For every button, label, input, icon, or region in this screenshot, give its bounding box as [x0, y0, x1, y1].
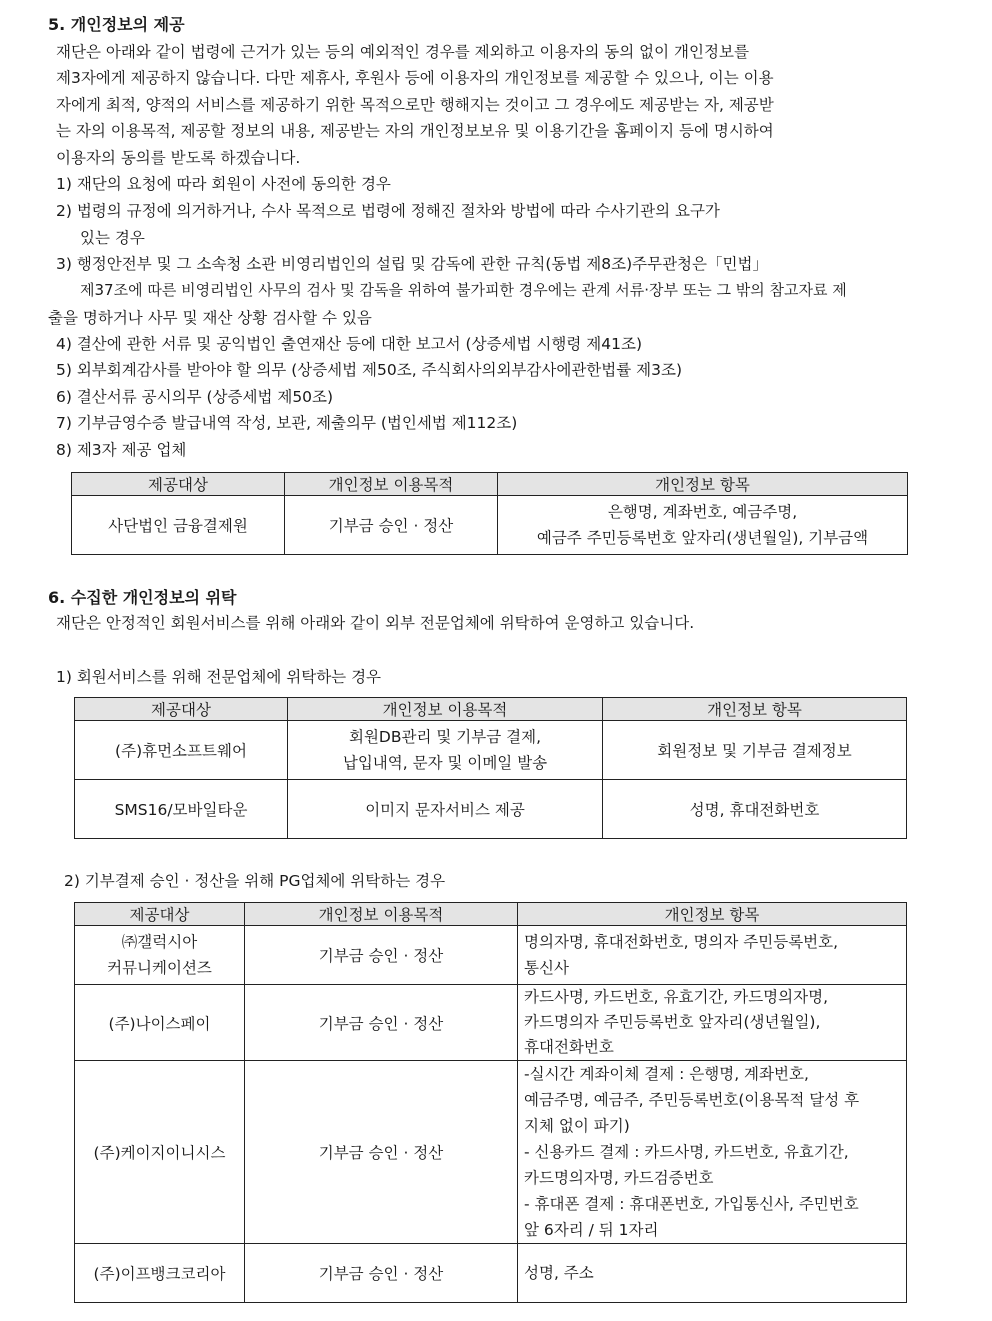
cell-items: 성명, 주소	[518, 1244, 907, 1303]
table-row	[75, 721, 907, 780]
cell-items: 성명, 휴대전화번호	[603, 780, 907, 839]
sec5-item: 제37조에 따른 비영리법인 사무의 검사 및 감독을 위하여 불가피한 경우에는 관계 서류·장부 또는 그 밖의 참고자료 제	[80, 281, 847, 299]
cell-items: 카드사명, 카드번호, 유효기간, 카드명의자명, 카드명의자 주민등록번호 앞자리(생년월일), 휴대전화번호	[518, 985, 907, 1061]
sec5-item: 6) 결산서류 공시의무 (상증세법 제50조)	[56, 388, 334, 406]
sec5-item: 2) 법령의 규정에 의거하거나, 수사 목적으로 법령에 정해진 절차와 방법에 따라 수사기관의 요구가	[56, 202, 720, 220]
table-row	[75, 1061, 907, 1244]
sec5-item: 출을 명하거나 사무 및 재산 상황 검사할 수 있음	[48, 309, 372, 327]
sec5-item: 4) 결산에 관한 서류 및 공익법인 출연재산 등에 대한 보고서 (상증세법 시행령 제41조)	[56, 335, 642, 353]
cell-target: 사단법인 금융결제원	[72, 496, 285, 555]
sec5-intro-line: 재단은 아래와 같이 법령에 근거가 있는 등의 예외적인 경우를 제외하고 이용자의 동의 없이 개인정보를	[56, 43, 749, 61]
cell-purpose: 회원DB관리 및 기부금 결제, 납입내역, 문자 및 이메일 발송	[288, 721, 603, 780]
sec6-intro: 재단은 안정적인 회원서비스를 위해 아래와 같이 외부 전문업체에 위탁하여 운영하고 있습니다.	[56, 614, 695, 632]
cell-items: 명의자명, 휴대전화번호, 명의자 주민등록번호, 통신사	[518, 926, 907, 985]
cell-target: SMS16/모바일타운	[75, 780, 288, 839]
cell-target: (주)이프뱅크코리아	[75, 1244, 245, 1303]
cell-target: (주)케이지이니시스	[75, 1061, 245, 1244]
table-header-row	[75, 698, 907, 721]
column-header: 제공대상	[75, 903, 245, 926]
third-party-table	[71, 472, 908, 555]
cell-purpose: 기부금 승인 · 정산	[245, 1244, 518, 1303]
table-header-row	[75, 903, 907, 926]
cell-target: ㈜갤럭시아 커뮤니케이션즈	[75, 926, 245, 985]
column-header: 개인정보 항목	[603, 698, 907, 721]
table-row	[75, 926, 907, 985]
table-header-row	[72, 473, 908, 496]
cell-purpose: 기부금 승인 · 정산	[245, 1061, 518, 1244]
cell-target: (주)나이스페이	[75, 985, 245, 1061]
cell-items: -실시간 계좌이체 결제 : 은행명, 계좌번호, 예금주명, 예금주, 주민등록번호(이용목적 달성 후 지체 없이 파기) - 신용카드 결제 : 카드사명, 카드번호, 유효기간, 카드명의자명, 카드검증번호 - 휴대폰 결제 : 휴대폰번호, 가입통신사, 주민번호 앞 6자리 / 뒤 1자리	[518, 1061, 907, 1244]
column-header: 개인정보 항목	[498, 473, 908, 496]
member-service-table	[74, 697, 907, 839]
cell-items: 회원정보 및 기부금 결제정보	[603, 721, 907, 780]
sub2-title: 2) 기부결제 승인 · 정산을 위해 PG업체에 위탁하는 경우	[64, 872, 446, 890]
table-row	[75, 1244, 907, 1303]
column-header: 개인정보 이용목적	[288, 698, 603, 721]
sec5-item: 8) 제3자 제공 업체	[56, 441, 187, 459]
cell-items: 은행명, 계좌번호, 예금주명, 예금주 주민등록번호 앞자리(생년월일), 기부금액	[498, 496, 908, 555]
section-6-heading: 6. 수집한 개인정보의 위탁	[48, 588, 237, 607]
sec5-item: 3) 행정안전부 및 그 소속청 소관 비영리법인의 설립 및 감독에 관한 규칙(동법 제8조)주무관청은「민법」	[56, 255, 768, 273]
section-5-heading: 5. 개인정보의 제공	[48, 15, 185, 34]
cell-purpose: 기부금 승인 · 정산	[245, 985, 518, 1061]
cell-target: (주)휴먼소프트웨어	[75, 721, 288, 780]
table-row	[75, 780, 907, 839]
pg-table	[74, 902, 907, 1303]
sec5-item: 5) 외부회계감사를 받아야 할 의무 (상증세법 제50조, 주식회사의외부감사에관한법률 제3조)	[56, 361, 682, 379]
sec5-item: 7) 기부금영수증 발급내역 작성, 보관, 제출의무 (법인세법 제112조)	[56, 414, 518, 432]
cell-purpose: 기부금 승인 · 정산	[245, 926, 518, 985]
sec5-item: 1) 재단의 요청에 따라 회원이 사전에 동의한 경우	[56, 175, 391, 193]
table-row	[75, 985, 907, 1061]
column-header: 제공대상	[75, 698, 288, 721]
table-row	[72, 496, 908, 555]
sub1-title: 1) 회원서비스를 위해 전문업체에 위탁하는 경우	[56, 668, 382, 686]
cell-purpose: 기부금 승인 · 정산	[285, 496, 498, 555]
sec5-item: 있는 경우	[80, 229, 145, 247]
sec5-intro-line: 자에게 최적, 양적의 서비스를 제공하기 위한 목적으로만 행해지는 것이고 그 경우에도 제공받는 자, 제공받	[56, 96, 774, 114]
column-header: 개인정보 이용목적	[245, 903, 518, 926]
column-header: 제공대상	[72, 473, 285, 496]
cell-purpose: 이미지 문자서비스 제공	[288, 780, 603, 839]
column-header: 개인정보 항목	[518, 903, 907, 926]
sec5-intro-line: 제3자에게 제공하지 않습니다. 다만 제휴사, 후원사 등에 이용자의 개인정보를 제공할 수 있으나, 이는 이용	[56, 69, 774, 87]
sec5-intro-line: 는 자의 이용목적, 제공할 정보의 내용, 제공받는 자의 개인정보보유 및 이용기간을 홈페이지 등에 명시하여	[56, 122, 774, 140]
sec5-intro-line: 이용자의 동의를 받도록 하겠습니다.	[56, 149, 301, 167]
column-header: 개인정보 이용목적	[285, 473, 498, 496]
